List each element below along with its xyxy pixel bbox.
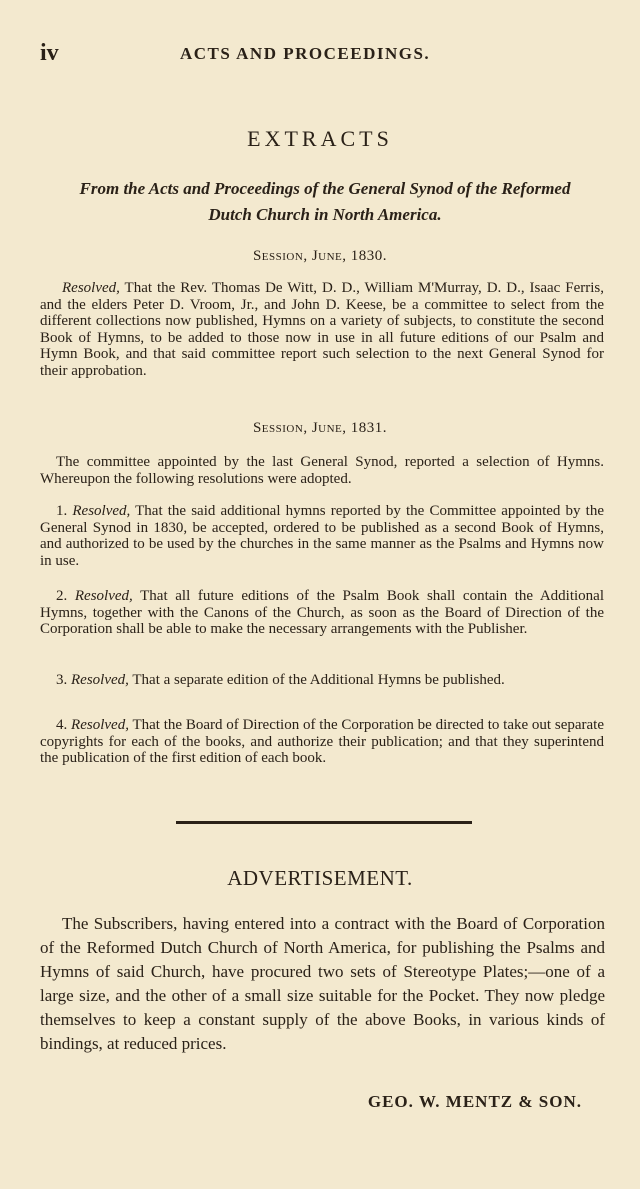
resolution-1830 — [40, 280, 604, 379]
session-heading-1830: Session, June, 1830. — [252, 248, 388, 264]
resolution-number: 4. — [56, 717, 68, 733]
session-heading-1831: Session, June, 1831. — [252, 420, 388, 436]
resolution-4 — [40, 717, 604, 767]
resolved-lead: Resolved, — [71, 717, 129, 733]
resolved-lead: Resolved, — [62, 280, 120, 296]
page-number: iv — [40, 40, 59, 66]
resolution-1 — [40, 503, 604, 569]
publisher-signature: GEO. W. MENTZ & SON. — [367, 1092, 582, 1111]
resolved-lead: Resolved, — [74, 588, 133, 604]
resolution-text: That the said additional hymns reported by the Committee appointed by the General Synod in 1830, be accepted, ordered to be published as a second Book of Hymns, and authorized to be used by the churches in the same manner as the Psalms and Hymns now in use. — [40, 503, 604, 569]
advertisement-title: ADVERTISEMENT. — [227, 866, 413, 890]
resolved-lead: Resolved, — [71, 672, 129, 688]
resolution-2 — [40, 588, 604, 638]
resolution-3 — [40, 672, 604, 689]
resolution-text: That the Rev. Thomas De Witt, D. D., William M'Murray, D. D., Isaac Ferris, and the elders Peter D. Vroom, Jr., and John D. Keese, be a committee to select from the different collections now published, Hymns on a variety of subjects, to constitute the second Book of Hymns, to be added to those now in use in all future editions of our Psalm and Hymn Book, and that said committee report such selection to the next General Synod for their approbation. — [40, 280, 604, 379]
extracts-title: EXTRACTS — [247, 126, 393, 151]
page-header — [40, 40, 600, 70]
resolution-number: 2. — [56, 588, 68, 604]
advertisement-body: The Subscribers, having entered into a contract with the Board of Corporation of the Reformed Dutch Church of North America, for publishing the Psalms and Hymns of said Church, have procured two sets of Stereotype Plates;—one of a large size, and the other of a small size suitable for the Pocket. They now pledge themselves to keep a constant supply of the above Books, in various kinds of bindings, at reduced prices. — [40, 914, 605, 1053]
committee-report: The committee appointed by the last General Synod, reported a selection of Hymns. Whereupon the following resolutions were adopted. — [40, 454, 604, 487]
resolution-text: That the Board of Direction of the Corporation be directed to take out separate copyrights for each of the books, and authorize their publication; and that they superintend the publication of the first edition of each book. — [40, 717, 605, 766]
running-head: ACTS AND PROCEEDINGS. — [180, 44, 431, 63]
resolution-number: 1. — [56, 503, 68, 519]
resolved-lead: Resolved, — [72, 503, 131, 519]
resolution-number: 3. — [56, 672, 68, 688]
resolution-text: That a separate edition of the Additional Hymns be published. — [128, 672, 505, 688]
section-divider — [176, 821, 472, 824]
extracts-subtitle: From the Acts and Proceedings of the General Synod of the Reformed Dutch Church in North America. — [79, 179, 571, 224]
resolution-text: That all future editions of the Psalm Book shall contain the Additional Hymns, together with the Canons of the Church, as soon as the Board of Direction of the Corporation shall be able to make the necessary arrangements with the Publisher. — [40, 588, 604, 637]
